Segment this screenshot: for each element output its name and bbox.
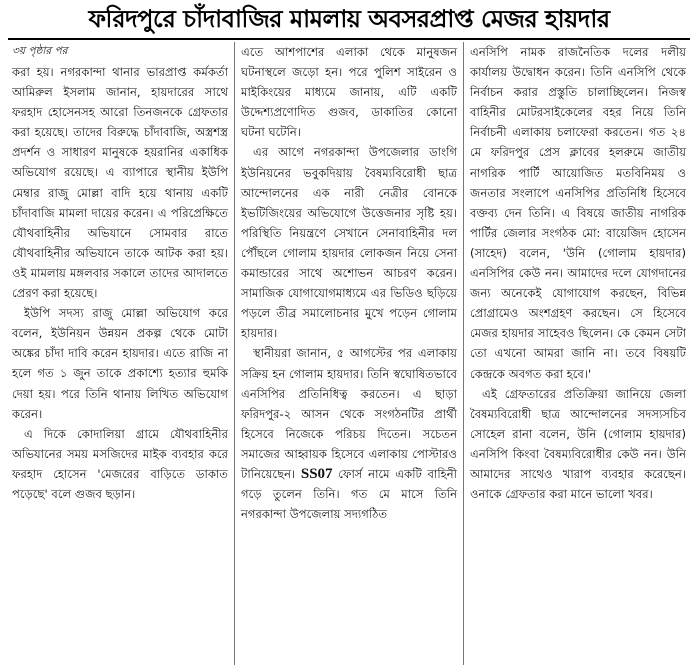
paragraph: স্থানীয়রা জানান, ৫ আগস্টের পর এলাকায় সক্রিয় হন গোলাম হায়দার। তিনি স্বঘোষিতভাবে এনসিপির প্রতিনিধিত্ব করতেন। এ ছাড়া ফরিদপুর-২ আসন থেকে সংগঠনটির প্রার্থী হিসেবে নিজেকে পরিচয় দিতেন। সচেতন সমাজের আহ্বায়ক হিসেবে এলাকায় পোস্টারও টানিয়েছেন। SS07 ফোর্স নামে একটি বাহিনী গড়ে তুলেন তিনি। গত মে মাসে তিনি নগরকান্দা উপজেলায় সদ্যগঠিত bbox=[241, 346, 458, 522]
headline-rule bbox=[8, 38, 690, 40]
paragraph: এর আগে নগরকান্দা উপজেলার ডাংগি ইউনিয়নের ভবুকদিয়ায় বৈষম্যবিরোধী ছাত্র আন্দোলনের এক নারী নেত্রীর বোনকে ইভটিজিংয়ের অভিযোগে উত্তেজনার সৃষ্টি হয়। পরিস্থিতি নিয়ন্ত্রণে সেখানে সেনাবাহিনীর দল পৌঁছলে গোলাম হায়দার লোকজন নিয়ে সেনা কমান্ডারের সাথে অশোভন আচরণ করেন। সামাজিক যোগাযোগমাধ্যমে এর ভিডিও ছড়িয়ে পড়লে তীব্র সমালোচনার মুখে পড়েন গোলাম হায়দার। bbox=[241, 145, 457, 341]
article-column-2 bbox=[234, 42, 463, 665]
paragraph: এতে আশপাশের এলাকা থেকে মানুষজন ঘটনাস্থলে জড়ো হন। পরে পুলিশ সাইরেন ও মাইকিংয়ের মাধ্যমে জানায়, এটি একটি উদ্দেশ্যপ্রণোদিত গুজব, ডাকাতির কোনো ঘটনা ঘটেনি। bbox=[241, 45, 457, 140]
paragraph: এই গ্রেফতারের প্রতিক্রিয়া জানিয়ে জেলা বৈষম্যবিরোধী ছাত্র আন্দোলনের সদস্যসচিব সোহেল রানা বলেন, উনি (গোলাম হায়দার) এনসিপি কিংবা বৈষম্যবিরোধীর কেউ নন। উনি আমাদের সাথেও খারাপ ব্যবহার করেছেন। ওনাকে গ্রেফতার করা মানে ভালো খবর। bbox=[470, 386, 686, 502]
paragraph: এ দিকে কোদালিয়া গ্রামে যৌথবাহিনীর অভিযানের সময় মসজিদের মাইক ব্যবহার করে ফরহাদ হোসেন 'মেজরের বাড়িতে ডাকাত পড়েছে' বলে গুজব ছড়ান। bbox=[12, 426, 228, 501]
paragraph: এনসিপি নামক রাজনৈতিক দলের দলীয় কার্যালয় উদ্বোধন করেন। তিনি এনসিপি থেকে নির্বাচন করার প্রস্তুতি চালাচ্ছিলেন। নিজস্ব বাহিনীর মোটরসাইকেলের বহর নিয়ে তিনি নির্বাচনী এলাকায় চলাফেরা করতেন। গত ২৪ মে ফরিদপুর প্রেস ক্লাবের হলরুমে জাতীয় নাগরিক পার্টি আয়োজিত মতবিনিময় ও জনতার সংলাপে এনসিপির প্রতিনিধি হিসেবে বক্তব্য দেন তিনি। এ বিষয়ে জাতীয় নাগরিক পার্টির জেলার সংগঠক মো: বায়েজিদ হোসেন (সাহেদ) বলেন, 'উনি (গোলাম হায়দার) এনসিপির কেউ নন। আমাদের দলে যোগদানের জন্য অনেকেই যোগাযোগ করছেন, বিভিন্ন প্রোগ্রামেও অংশগ্রহণ করছেন। সে হিসেবে মেজর হায়দার সাহেবও ছিলেন। কে কেমন সেটা তো এখনো আমরা জানি না। তবে বিষয়টি কেন্দ্রকে অবগত করা হবে।' bbox=[470, 45, 686, 381]
code-token: SS07 bbox=[300, 465, 333, 482]
article-column-3 bbox=[463, 42, 692, 665]
article-column-1 bbox=[6, 42, 234, 665]
paragraph: করা হয়। নগরকান্দা থানার ভারপ্রাপ্ত কর্মকর্তা আমিরুল ইসলাম জানান, হায়দারের সাথে ফরহাদ হোসেনসহ আরো তিনজনকে গ্রেফতার করা হয়েছে। তাদের বিরুদ্ধে চাঁদাবাজি, অস্ত্রশস্ত্র প্রদর্শন ও সাধারণ মানুষকে হয়রানির একাধিক অভিযোগ রয়েছে। এ ব্যাপারে স্থানীয় ইউপি মেম্বার রাজু মোল্লা বাদি হয়ে থানায় একটি চাঁদাবাজি মামলা দায়ের করেন। এ পরিপ্রেক্ষিতে যৌথবাহিনীর অভিযানে সোমবার রাতে যৌথবাহিনীর অভিযানে তাকে আটক করা হয়। ওই মামলায় মঙ্গলবার সকালে তাদের আদালতে প্রেরণ করা হয়েছে। bbox=[12, 65, 228, 301]
continuation-label: ৩য় পৃষ্ঠার পর bbox=[12, 45, 68, 57]
article-headline: ফরিদপুরে চাঁদাবাজির মামলায় অবসরপ্রাপ্ত মেজর হায়দার bbox=[88, 5, 610, 33]
paragraph: ইউপি সদস্য রাজু মোল্লা অভিযোগ করে বলেন, ইউনিয়ন উন্নয়ন প্রকল্প থেকে মোটা অঙ্কের চাঁদা দাবি করেন হায়দার। এতে রাজি না হলে গত ১ জুন তাকে প্রকাশ্যে হত্যার হুমকি দেয়া হয়। পরে তিনি থানায় লিখিত অভিযোগ করেন। bbox=[12, 306, 228, 421]
article-columns bbox=[6, 42, 692, 665]
